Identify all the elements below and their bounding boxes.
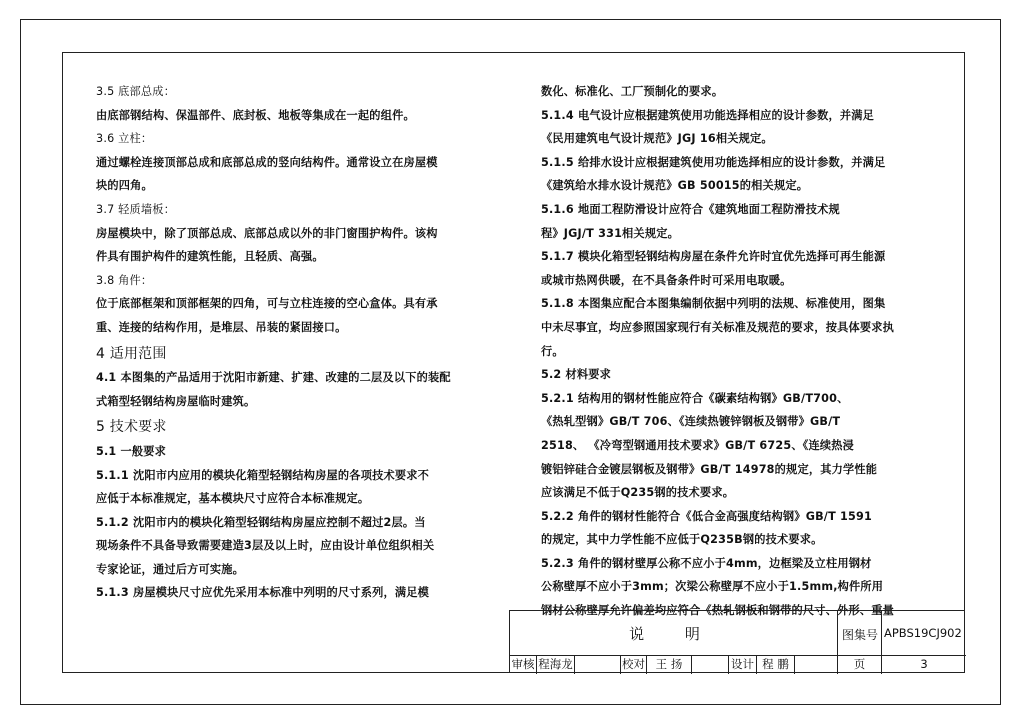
section-heading: 4 适用范围 bbox=[96, 345, 167, 362]
text-line: 件具有围护构件的建筑性能，且轻质、高强。 bbox=[96, 250, 324, 264]
atlas-number: APBS19CJ902 bbox=[884, 626, 962, 640]
text-line: 5.2.2 角件的钢材性能符合《低合金高强度结构钢》GB/T 1591 bbox=[541, 509, 872, 523]
text-line: 应低于本标准规定，基本模块尺寸应符合本标准规定。 bbox=[96, 492, 370, 506]
text-line: 5.1.7 模块化箱型轻钢结构房屋在条件允许时宜优先选择可再生能源 bbox=[541, 250, 886, 264]
text-line: 5.1.6 地面工程防滑设计应符合《建筑地面工程防滑技术规 bbox=[541, 202, 840, 216]
clause-heading: 3.6 立柱： bbox=[96, 132, 153, 146]
text-line: 块的四角。 bbox=[96, 179, 153, 193]
text-line: 由底部钢结构、保温部件、底封板、地板等集成在一起的组件。 bbox=[96, 108, 415, 122]
text-line: 镀铝锌硅合金镀层钢板及钢带》GB/T 14978的规定，其力学性能 bbox=[541, 462, 878, 476]
text-line: 5.2 材料要求 bbox=[541, 368, 612, 382]
text-line: 房屋模块中，除了顶部总成、底部总成以外的非门窗围护构件。该构 bbox=[96, 226, 438, 240]
text-line: 或城市热网供暖，在不具备条件时可采用电取暖。 bbox=[541, 273, 792, 287]
text-line: 4.1 本图集的产品适用于沈阳市新建、扩建、改建的二层及以下的装配 bbox=[96, 371, 451, 385]
text-line: 公称壁厚不应小于3mm；次梁公称壁厚不应小于1.5mm,构件所用 bbox=[541, 580, 884, 594]
clause-heading: 3.7 轻质墙板： bbox=[96, 202, 176, 216]
text-line: 《建筑给水排水设计规范》GB 50015的相关规定。 bbox=[541, 179, 809, 193]
text-line: 应该满足不低于Q235钢的技术要求。 bbox=[541, 486, 735, 500]
text-line: 5.1 一般要求 bbox=[96, 444, 167, 458]
text-line: 位于底部框架和顶部框架的四角，可与立柱连接的空心盒体。具有承 bbox=[96, 297, 438, 311]
review-name: 程海龙 bbox=[537, 655, 575, 674]
atlas-number-label: 图集号 bbox=[842, 628, 879, 642]
review-label: 审核 bbox=[510, 655, 537, 674]
text-line: 行。 bbox=[541, 344, 564, 358]
text-line: 通过螺栓连接顶部总成和底部总成的竖向结构件。通常设立在房屋模 bbox=[96, 155, 438, 169]
design-name: 程 鹏 bbox=[757, 655, 795, 674]
right-text-column bbox=[541, 80, 943, 623]
section-heading: 5 技术要求 bbox=[96, 419, 167, 436]
text-line: 5.1.2 沈阳市内的模块化箱型轻钢结构房屋应控制不超过2层。当 bbox=[96, 515, 426, 529]
clause-heading: 3.8 角件： bbox=[96, 273, 153, 287]
text-line: 5.1.3 房屋模块尺寸应优先采用本标准中列明的尺寸系列，满足模 bbox=[96, 586, 430, 600]
text-line: 2518、 《冷弯型钢通用技术要求》GB/T 6725、《连续热浸 bbox=[541, 438, 855, 452]
text-line: 5.1.1 沈阳市内应用的模块化箱型轻钢结构房屋的各项技术要求不 bbox=[96, 468, 430, 482]
clause-heading: 3.5 底部总成： bbox=[96, 85, 176, 98]
signature-row bbox=[510, 655, 966, 674]
text-line: 5.2.1 结构用的钢材性能应符合《碳素结构钢》GB/T700、 bbox=[541, 391, 849, 405]
text-line: 5.1.5 给排水设计应根据建筑使用功能选择相应的设计参数，并满足 bbox=[541, 155, 886, 169]
page-number: 3 bbox=[920, 657, 928, 671]
page-label: 页 bbox=[838, 655, 882, 674]
check-name: 王 扬 bbox=[647, 655, 692, 674]
text-line: 《热轧型钢》GB/T 706、《连续热镀锌钢板及钢带》GB/T bbox=[541, 415, 841, 429]
text-line: 重、连接的结构作用，是堆层、吊装的紧固接口。 bbox=[96, 320, 347, 334]
text-line: 数化、标准化、工厂预制化的要求。 bbox=[541, 85, 724, 98]
design-label: 设计 bbox=[729, 655, 757, 674]
text-line: 钢材公称壁厚允许偏差均应符合《热轧钢板和钢带的尺寸、外形、重量 bbox=[541, 604, 895, 618]
text-line: 5.1.4 电气设计应根据建筑使用功能选择相应的设计参数，并满足 bbox=[541, 108, 875, 122]
text-line: 的规定，其中力学性能不应低于Q235B钢的技术要求。 bbox=[541, 533, 823, 547]
title-block bbox=[509, 610, 965, 673]
drawing-title: 说 明 bbox=[510, 611, 838, 655]
text-line: 5.1.8 本图集应配合本图集编制依据中列明的法规、标准使用，图集 bbox=[541, 297, 886, 311]
check-label: 校对 bbox=[621, 655, 647, 674]
left-text-column bbox=[96, 80, 506, 605]
text-line: 专家论证，通过后方可实施。 bbox=[96, 562, 245, 576]
text-line: 《民用建筑电气设计规范》JGJ 16相关规定。 bbox=[541, 132, 773, 146]
text-line: 式箱型轻钢结构房屋临时建筑。 bbox=[96, 394, 256, 408]
text-line: 5.2.3 角件的钢材壁厚公称不应小于4mm，边框梁及立柱用钢材 bbox=[541, 556, 872, 570]
text-line: 中未尽事宜，均应参照国家现行有关标准及规范的要求，按具体要求执 bbox=[541, 320, 895, 334]
text-line: 程》JGJ/T 331相关规定。 bbox=[541, 226, 679, 240]
text-line: 现场条件不具备导致需要建造3层及以上时，应由设计单位组织相关 bbox=[96, 539, 435, 553]
